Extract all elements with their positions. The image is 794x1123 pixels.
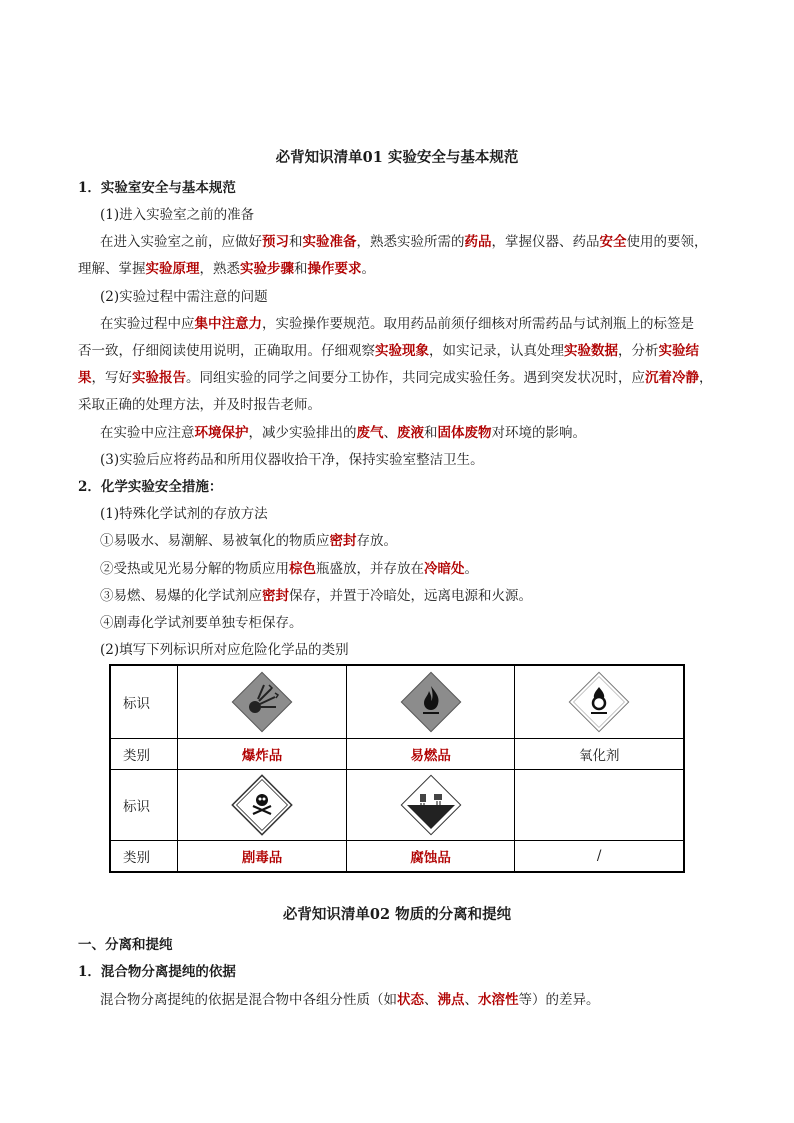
text-segment: ，熟悉 — [199, 261, 240, 277]
text-segment: ③易燃、易爆的化学试剂应 — [100, 588, 262, 604]
table-row — [110, 770, 684, 841]
heading-safety-measures: 2．化学实验安全措施： — [78, 479, 223, 495]
highlighted-term: 沉着冷静 — [645, 370, 699, 386]
highlighted-term: 安全 — [599, 234, 627, 250]
category-toxic: 剧毒品 — [178, 841, 347, 873]
highlighted-term: 集中注意力 — [194, 316, 262, 332]
highlighted-term: 棕色 — [289, 561, 316, 577]
explosive-icon — [231, 671, 293, 733]
text-segment: 、 — [383, 425, 397, 441]
list-item: ④剧毒化学试剂要单独专柜保存。 — [100, 615, 303, 631]
highlighted-term: 预习 — [262, 234, 289, 250]
highlighted-term: 实验结 — [658, 343, 699, 359]
text-segment: 混合物分离提纯的依据是混合物中各组分性质（如 — [100, 992, 397, 1008]
sub-heading-hazard-signs: (2)填写下列标识所对应危险化学品的类别 — [100, 642, 349, 658]
corrosive-icon — [400, 774, 462, 836]
heading-separation-basis: 1．混合物分离提纯的依据 — [78, 964, 236, 980]
text-segment: ，熟悉实验所需的 — [356, 234, 465, 250]
highlighted-term: 废气 — [356, 425, 384, 441]
category-explosive: 爆炸品 — [178, 739, 347, 770]
row-label: 标识 — [110, 770, 178, 841]
category-corrosive: 腐蚀品 — [346, 841, 515, 873]
text-segment: 在进入实验室之前，应做好 — [100, 234, 262, 250]
paragraph-line-after-lab: (3)实验后应将药品和所用仪器收拾干净，保持实验室整洁卫生。 — [100, 452, 484, 468]
paragraph-line — [78, 257, 375, 277]
oxidizer-icon — [568, 671, 630, 733]
text-segment: 理解、掌握 — [78, 261, 146, 277]
section-title-01: 必背知识清单01 实验安全与基本规范 — [275, 149, 519, 166]
category-flammable: 易燃品 — [346, 739, 515, 770]
text-segment: ， — [699, 370, 713, 386]
highlighted-term: 实验数据 — [564, 343, 618, 359]
highlighted-term: 实验报告 — [132, 370, 186, 386]
highlighted-term: 沸点 — [437, 992, 465, 1008]
text-segment: 在实验中应注意 — [100, 425, 195, 441]
highlighted-term: 状态 — [397, 992, 424, 1008]
category-oxidizer: 氧化剂 — [515, 739, 684, 770]
heading-lab-safety: 1．实验室安全与基本规范 — [78, 180, 236, 196]
text-segment: 。 — [361, 261, 375, 277]
table-row — [110, 841, 684, 873]
paragraph-line — [100, 230, 708, 250]
highlighted-term: 实验步骤 — [240, 261, 294, 277]
highlighted-term: 实验准备 — [302, 234, 357, 250]
sub-heading-storage: (1)特殊化学试剂的存放方法 — [100, 506, 268, 522]
text-segment: ，实验操作要规范。取用药品前须仔细核对所需药品与试剂瓶上的标签是 — [262, 316, 694, 332]
text-segment: 否一致，仔细阅读使用说明，正确取用。仔细观察 — [78, 343, 375, 359]
text-segment: ①易吸水、易潮解、易被氧化的物质应 — [100, 533, 330, 549]
highlighted-term: 固体废物 — [437, 425, 492, 441]
list-item — [100, 557, 478, 577]
highlighted-term: 药品 — [464, 234, 492, 250]
text-segment: 对环境的影响。 — [491, 425, 586, 441]
text-segment: 等）的差异。 — [518, 992, 600, 1008]
section-title-02: 必背知识清单02 物质的分离和提纯 — [282, 906, 512, 923]
text-segment: 在实验过程中应 — [100, 316, 195, 332]
table-row — [110, 665, 684, 739]
paragraph-line — [100, 421, 586, 441]
text-segment: ，分析 — [618, 343, 659, 359]
text-segment: ，如实记录，认真处理 — [429, 343, 564, 359]
text-segment: ②受热或见光易分解的物质应用 — [100, 561, 289, 577]
category-empty: / — [515, 841, 684, 873]
paragraph-line — [100, 312, 694, 332]
heading-separation: 一、分离和提纯 — [78, 937, 173, 953]
row-label: 类别 — [110, 739, 178, 770]
toxic-icon — [231, 774, 293, 836]
text-segment: 保存，并置于冷暗处，远离电源和火源。 — [289, 588, 532, 604]
row-label: 类别 — [110, 841, 178, 873]
text-segment: 。 — [464, 561, 478, 577]
hazard-sign-table — [109, 664, 685, 873]
text-segment: ，写好 — [91, 370, 132, 386]
paragraph-line — [100, 988, 600, 1008]
sub-heading-before-lab: (1)进入实验室之前的准备 — [100, 207, 255, 223]
text-segment: 、 — [424, 992, 438, 1008]
highlighted-term: 果 — [78, 370, 92, 386]
highlighted-term: 环境保护 — [194, 425, 249, 441]
paragraph-line — [78, 339, 699, 359]
paragraph-line — [78, 393, 321, 413]
text-segment: 。同组实验的同学之间要分工协作，共同完成实验任务。遇到突发状况时，应 — [186, 370, 645, 386]
text-segment: 瓶盛放，并存放在 — [316, 561, 424, 577]
table-row — [110, 739, 684, 770]
highlighted-term: 实验原理 — [145, 261, 200, 277]
text-segment: 和 — [294, 261, 308, 277]
text-segment: ，减少实验排出的 — [248, 425, 357, 441]
sub-heading-during-lab: (2)实验过程中需注意的问题 — [100, 289, 268, 305]
highlighted-term: 水溶性 — [478, 992, 519, 1008]
highlighted-term: 实验现象 — [375, 343, 429, 359]
text-segment: ，掌握仪器、药品 — [491, 234, 600, 250]
text-segment: 、 — [464, 992, 478, 1008]
text-segment: 使用的要领， — [626, 234, 708, 250]
text-segment: 和 — [289, 234, 303, 250]
highlighted-term: 冷暗处 — [424, 561, 465, 577]
highlighted-term: 密封 — [329, 533, 357, 549]
row-label: 标识 — [110, 665, 178, 739]
text-segment: 和 — [424, 425, 438, 441]
highlighted-term: 操作要求 — [307, 261, 362, 277]
list-item — [100, 529, 397, 549]
paragraph-line — [78, 366, 713, 386]
list-item — [100, 584, 532, 604]
highlighted-term: 废液 — [397, 425, 424, 441]
flammable-icon — [400, 671, 462, 733]
text-segment: 采取正确的处理方法，并及时报告老师。 — [78, 397, 321, 413]
highlighted-term: 密封 — [262, 588, 289, 604]
text-segment: 存放。 — [356, 533, 397, 549]
